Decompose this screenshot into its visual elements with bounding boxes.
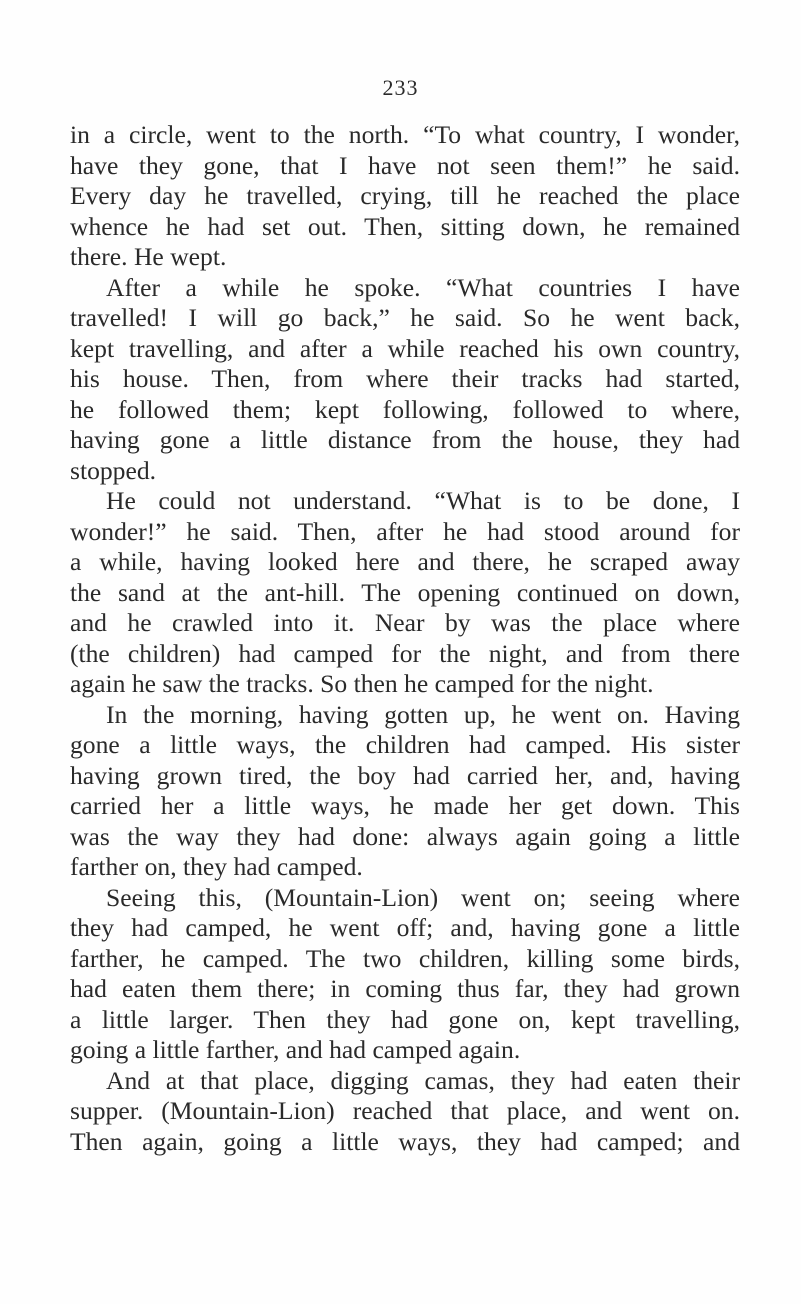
text-line: going a little farther, and had camped again. [70,1035,521,1064]
text-line: Then again, going a little ways, they had camped; and [70,1126,740,1156]
text-line: having gone a little distance from the house, they had [70,425,740,454]
text-line: he followed them; kept following, followed to where, [70,394,740,424]
text-line: having grown tired, the boy had carried her, and, having [70,760,740,790]
text-line: In the morning, having gotten up, he went on. Having [106,699,740,729]
text-line: He could not understand. “What is to be done, I [106,486,740,515]
text-line: supper. (Mountain-Lion) reached that place, and went on. [70,1096,740,1125]
text-line: farther, he camped. The two children, killing some birds, [70,943,740,973]
text-line: (the children) had camped for the night, and from there [70,638,740,668]
text-line: have they gone, that I have not seen them!” he said. [70,150,740,180]
text-line: a little larger. Then they had gone on, kept travelling, [70,1004,740,1034]
text-line: they had camped, he went off; and, having gone a little [70,913,740,942]
body-text [70,120,740,1157]
text-line: Every day he travelled, crying, till he reached the place [70,181,740,210]
text-line: Seeing this, (Mountain-Lion) went on; seeing where [106,882,740,912]
text-line: After a while he spoke. “What countries I have [106,272,740,302]
text-line: whence he had set out. Then, sitting down, he remained [70,211,740,241]
text-line: there. He wept. [70,242,227,271]
text-line: again he saw the tracks. So then he camped for the night. [70,669,654,698]
text-line: had eaten them there; in coming thus far, they had grown [70,974,740,1003]
page-number: 233 [382,75,419,100]
text-line: was the way they had done: always again going a little [70,821,740,851]
text-line: farther on, they had camped. [70,852,363,881]
text-line: a while, having looked here and there, he scraped away [70,547,740,576]
text-line: gone a little ways, the children had camped. His sister [70,730,740,759]
text-line: the sand at the ant-hill. The opening continued on down, [70,577,740,607]
text-line: kept travelling, and after a while reached his own country, [70,333,740,363]
text-line: wonder!” he said. Then, after he had stood around for [70,516,740,546]
text-line: his house. Then, from where their tracks had started, [70,364,740,393]
text-line: and he crawled into it. Near by was the place where [70,608,740,637]
text-line: in a circle, went to the north. “To what country, I wonder, [70,120,740,149]
text-line: carried her a little ways, he made her get down. This [70,791,740,820]
text-line: And at that place, digging camas, they had eaten their [106,1065,740,1095]
text-line: travelled! I will go back,” he said. So he went back, [70,303,740,332]
text-line: stopped. [70,455,157,485]
